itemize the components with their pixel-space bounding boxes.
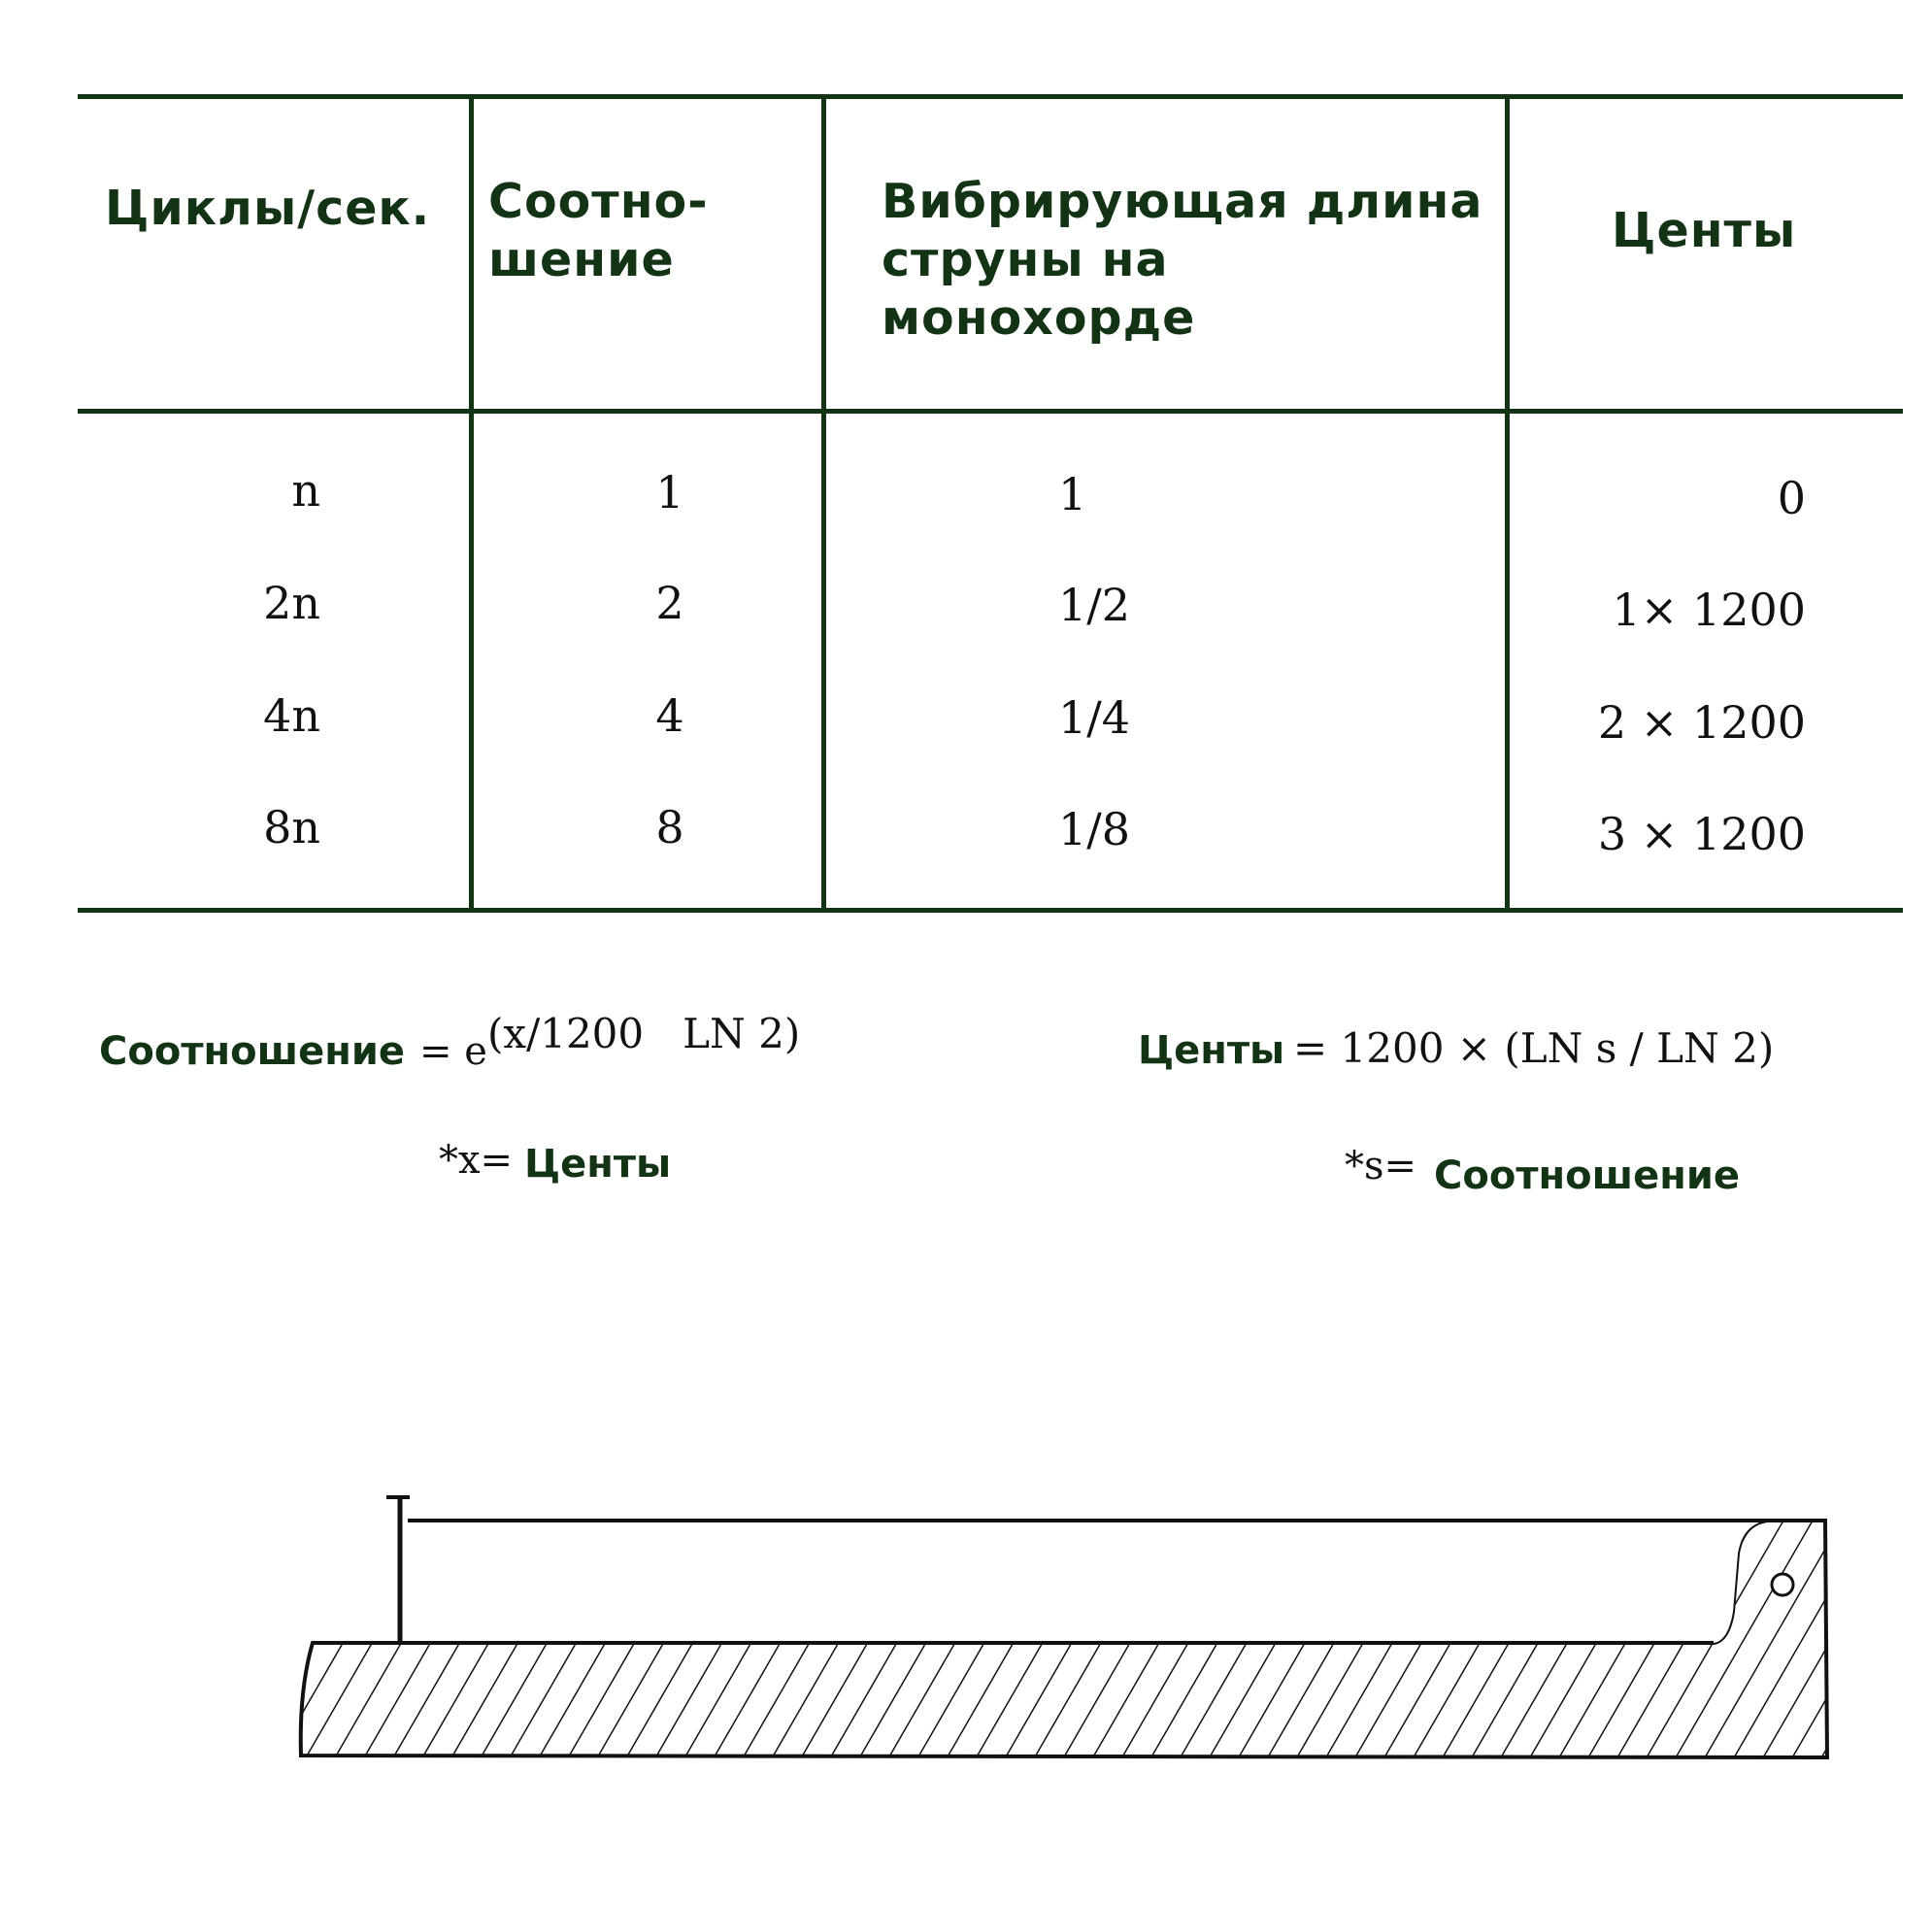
monochord-diagram (282, 1495, 1835, 1767)
cell-cents: 1× 1200 (1612, 584, 1806, 636)
cents-footnote-word: Соотношение (1434, 1154, 1741, 1198)
table-col-divider-3 (1505, 96, 1510, 910)
table-bottom-rule (78, 908, 1903, 913)
header-cents: Центы (1612, 203, 1797, 258)
ratio-footnote (439, 1138, 730, 1196)
table-top-rule (78, 94, 1903, 99)
cell-cents: 3 × 1200 (1597, 808, 1806, 860)
ratio-formula-base: = e (419, 1029, 487, 1074)
table-col-divider-1 (469, 96, 474, 910)
table-col-divider-2 (821, 96, 826, 910)
table-header-rule (78, 409, 1903, 414)
cents-footnote-symbol: *s= (1345, 1144, 1417, 1188)
cents-formula-label: Центы (1138, 1028, 1285, 1073)
cell-length: 1/4 (1058, 691, 1131, 744)
ratio-formula-exponent: (x/1200 LN 2) (487, 1010, 801, 1057)
cents-footnote (1345, 1144, 1888, 1202)
cents-formula-expression: = 1200 × (LN s / LN 2) (1293, 1024, 1775, 1072)
frequency-table (0, 0, 1932, 932)
cents-formula (1138, 1024, 1895, 1092)
cell-ratio: 1 (655, 466, 684, 518)
cell-cents: 2 × 1200 (1597, 696, 1806, 749)
cell-ratio: 4 (655, 689, 684, 742)
ratio-footnote-word: Центы (524, 1142, 672, 1187)
ratio-formula-label: Соотношение (99, 1029, 406, 1074)
cell-cycles: 4n (263, 689, 320, 742)
cell-length: 1/8 (1058, 803, 1131, 855)
cell-cycles: 8n (263, 801, 320, 853)
cell-ratio: 8 (655, 801, 684, 853)
cell-cents: 0 (1777, 472, 1806, 524)
cell-cycles: n (291, 464, 320, 517)
ratio-formula (99, 1010, 973, 1087)
cell-ratio: 2 (655, 577, 684, 629)
monochord-peg (1772, 1574, 1793, 1595)
cell-cycles: 2n (263, 577, 320, 629)
cell-length: 1/2 (1058, 579, 1131, 631)
header-cycles: Циклы/сек. (105, 181, 431, 236)
header-string-length: Вибрирующая длина струны на монохорде (882, 174, 1483, 346)
cell-length: 1 (1058, 468, 1087, 520)
ratio-footnote-symbol: *x= (439, 1138, 514, 1183)
header-ratio: Соотно- шение (488, 174, 709, 287)
